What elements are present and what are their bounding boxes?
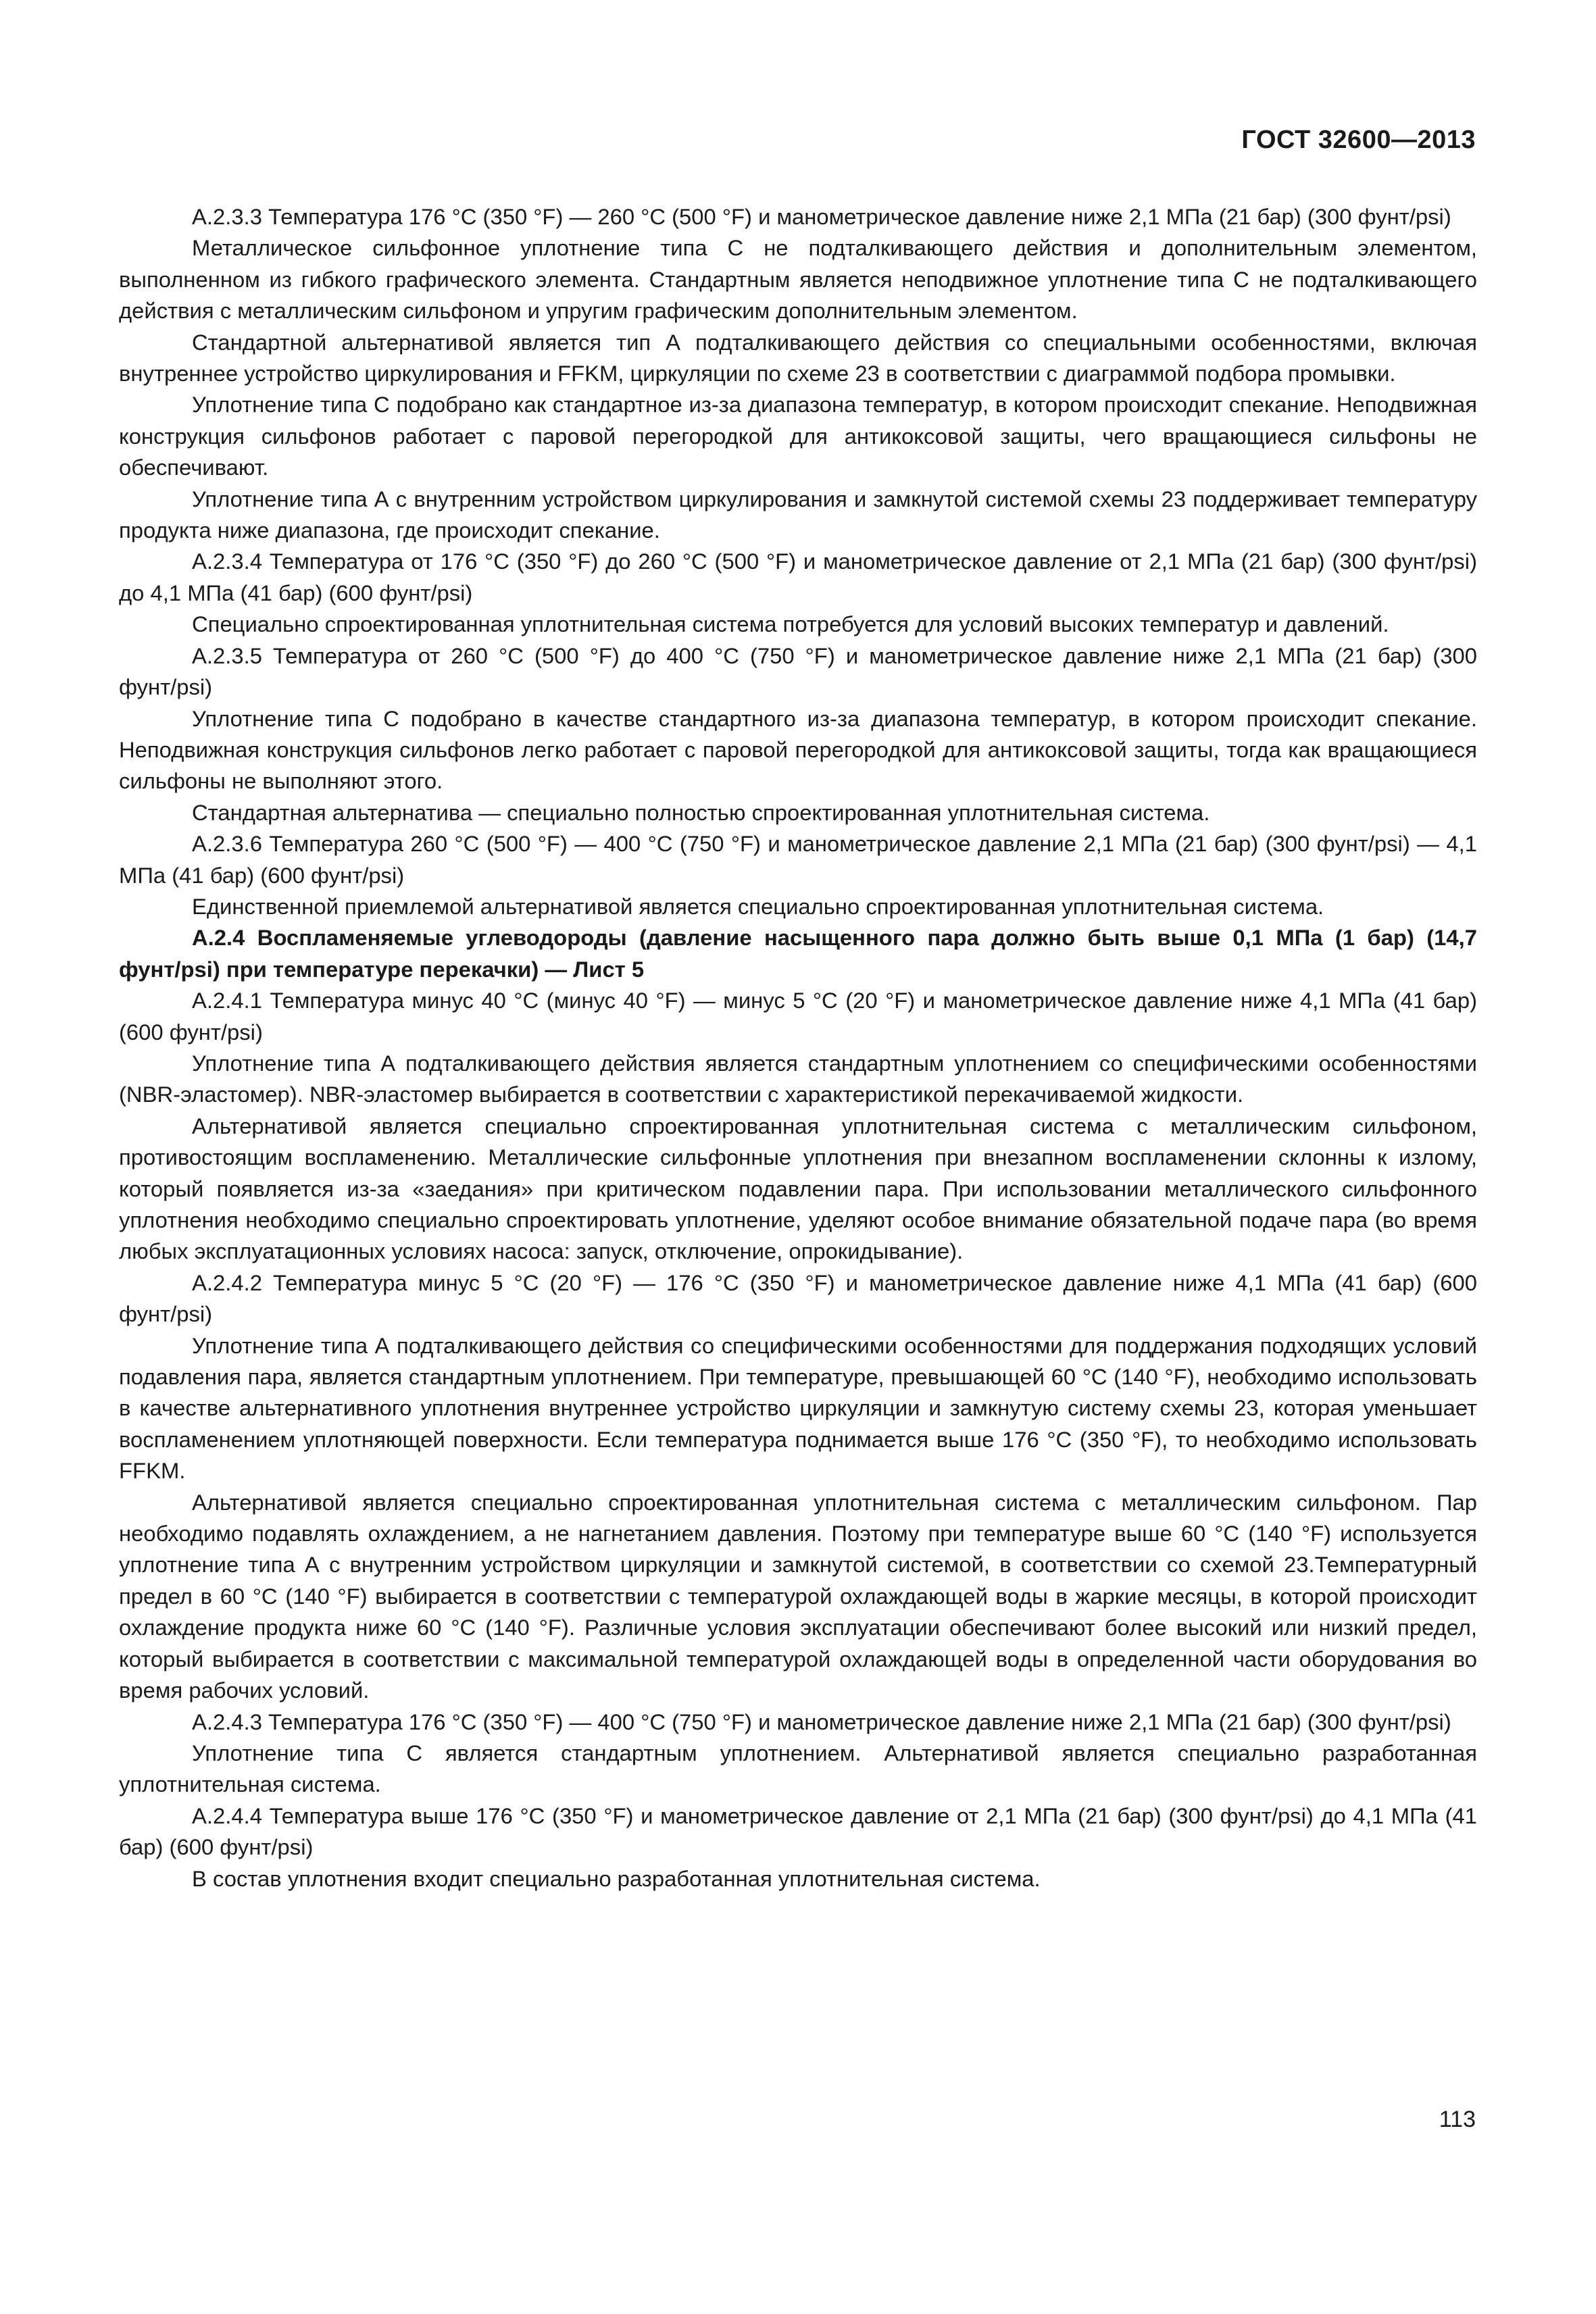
paragraph: Стандартная альтернатива — специально полностью спроектированная уплотнительная система. bbox=[192, 799, 1210, 825]
paragraph: Альтернативой является специально спроектированная уплотнительная система с металлическим сильфоном. Пар необходимо подавлять охлаждением, а не нагнетанием давления. Поэтому при температуре выше 60 °С (140 °F) используется уплотнение типа А с внутренним устройством циркуляции и замкнутой системой, в соответствии со схемой 23.Температурный предел в 60 °С (140 °F) выбирается в соответствии с температурой охлаждающей воды в жаркие месяцы, в которой происходит охлаждение продукта ниже 60 °С (140 °F). Различные условия эксплуатации обеспечивают более высокий или низкий предел, который выбирается в соответствии с максимальной температурой охлаждающей воды в определенной части оборудования во время рабочих условий. bbox=[119, 1489, 1477, 1703]
clause-a2-3-6: А.2.3.6 Температура 260 °С (500 °F) — 400 °С (750 °F) и манометрическое давление 2,1 МПа (21 бар) (300 фунт/psi) — 4,1 МПа (41 бар) (600 фунт/psi) bbox=[119, 831, 1477, 888]
document-body bbox=[119, 201, 1477, 1894]
paragraph: Уплотнение типа А с внутренним устройством циркулирования и замкнутой системой схемы 23 поддерживает температуру продукта ниже диапазона, где происходит спекание. bbox=[119, 486, 1477, 543]
clause-a2-3-5: А.2.3.5 Температура от 260 °С (500 °F) до 400 °С (750 °F) и манометрическое давление ниже 2,1 МПа (21 бар) (300 фунт/psi) bbox=[119, 643, 1477, 700]
paragraph: В состав уплотнения входит специально разработанная уплотнительная система. bbox=[192, 1865, 1041, 1891]
paragraph: Металлическое сильфонное уплотнение типа С не подталкивающего действия и дополнительным элементом, выполненном из гибкого графического элемента. Стандартным является неподвижное уплотнение типа С не подталкивающего действия с металлическим сильфоном и упругим графическим дополнительным элементом. bbox=[119, 235, 1477, 324]
paragraph: Единственной приемлемой альтернативой является специально спроектированная уплотнительная система. bbox=[192, 893, 1324, 919]
section-heading-a2-4: А.2.4 Воспламеняемые углеводороды (давление насыщенного пара должно быть выше 0,1 МПа (1 бар) (14,7 фунт/psi) при температуре перекачки) — Лист 5 bbox=[119, 925, 1477, 982]
paragraph: Стандартной альтернативой является тип А подталкивающего действия со специальными особенностями, включая внутреннее устройство циркулирования и FFKM, циркуляции по схеме 23 в соответствии с диаграммой подбора промывки. bbox=[119, 329, 1477, 386]
clause-a2-4-4: А.2.4.4 Температура выше 176 °С (350 °F) и манометрическое давление от 2,1 МПа (21 бар) (300 фунт/psi) до 4,1 МПа (41 бар) (600 фунт/psi) bbox=[119, 1803, 1477, 1860]
page-number: 113 bbox=[1439, 2107, 1476, 2132]
paragraph: Уплотнение типа А подталкивающего действия со специфическими особенностями для поддержания подходящих условий подавления пара, является стандартным уплотнением. При температуре, превышающей 60 °С (140 °F), необходимо использовать в качестве альтернативного уплотнения внутреннее устройство циркуляции и замкнутую систему схемы 23, которая уменьшает воспламенением уплотняющей поверхности. Если температура поднимается выше 176 °С (350 °F), то необходимо использовать FFKM. bbox=[119, 1332, 1477, 1484]
clause-a2-3-4: А.2.3.4 Температура от 176 °С (350 °F) до 260 °С (500 °F) и манометрическое давление от 2,1 МПа (21 бар) (300 фунт/psi) до 4,1 МПа (41 бар) (600 фунт/psi) bbox=[119, 549, 1477, 605]
clause-a2-4-2: А.2.4.2 Температура минус 5 °С (20 °F) — 176 °С (350 °F) и манометрическое давление ниже 4,1 МПа (41 бар) (600 фунт/psi) bbox=[119, 1269, 1477, 1327]
paragraph: Уплотнение типа С подобрано в качестве стандартного из-за диапазона температур, в котором происходит спекание. Неподвижная конструкция сильфонов легко работает с паровой перегородкой для антикоксовой защиты, тогда как вращающиеся сильфоны не выполняют этого. bbox=[119, 705, 1477, 794]
clause-a2-4-1: А.2.4.1 Температура минус 40 °С (минус 40 °F) — минус 5 °С (20 °F) и манометрическое давление ниже 4,1 МПа (41 бар) (600 фунт/psi) bbox=[119, 988, 1477, 1045]
clause-a2-4-3: А.2.4.3 Температура 176 °С (350 °F) — 400 °С (750 °F) и манометрическое давление ниже 2,1 МПа (21 бар) (300 фунт/psi) bbox=[192, 1709, 1451, 1734]
paragraph: Уплотнение типа С подобрано как стандартное из-за диапазона температур, в котором происходит спекание. Неподвижная конструкция сильфонов работает с паровой перегородкой для антикоксовой защиты, чего вращающиеся сильфоны не обеспечивают. bbox=[119, 392, 1477, 480]
paragraph: Уплотнение типа А подталкивающего действия является стандартным уплотнением со специфическими особенностями (NBR-эластомер). NBR-эластомер выбирается в соответствии с характеристикой перекачиваемой жидкости. bbox=[119, 1050, 1477, 1107]
paragraph: Специально спроектированная уплотнительная система потребуется для условий высоких температур и давлений. bbox=[192, 611, 1389, 637]
clause-a2-3-3: А.2.3.3 Температура 176 °С (350 °F) — 260 °С (500 °F) и манометрическое давление ниже 2,1 МПа (21 бар) (300 фунт/psi) bbox=[192, 204, 1451, 229]
paragraph: Уплотнение типа С является стандартным уплотнением. Альтернативой является специально разработанная уплотнительная система. bbox=[119, 1740, 1477, 1797]
standard-designation: ГОСТ 32600—2013 bbox=[1241, 126, 1476, 154]
paragraph: Альтернативой является специально спроектированная уплотнительная система с металлическим сильфоном, противостоящим воспламенению. Металлические сильфонные уплотнения при внезапном воспламенении склонны к излому, который появляется из-за «заедания» при критическом подавлении пара. При использовании металлического сильфонного уплотнения необходимо специально спроектировать уплотнение, уделяют особое внимание обязательной подаче пара (во время любых эксплуатационных условиях насоса: запуск, отключение, опрокидывание). bbox=[119, 1113, 1477, 1264]
